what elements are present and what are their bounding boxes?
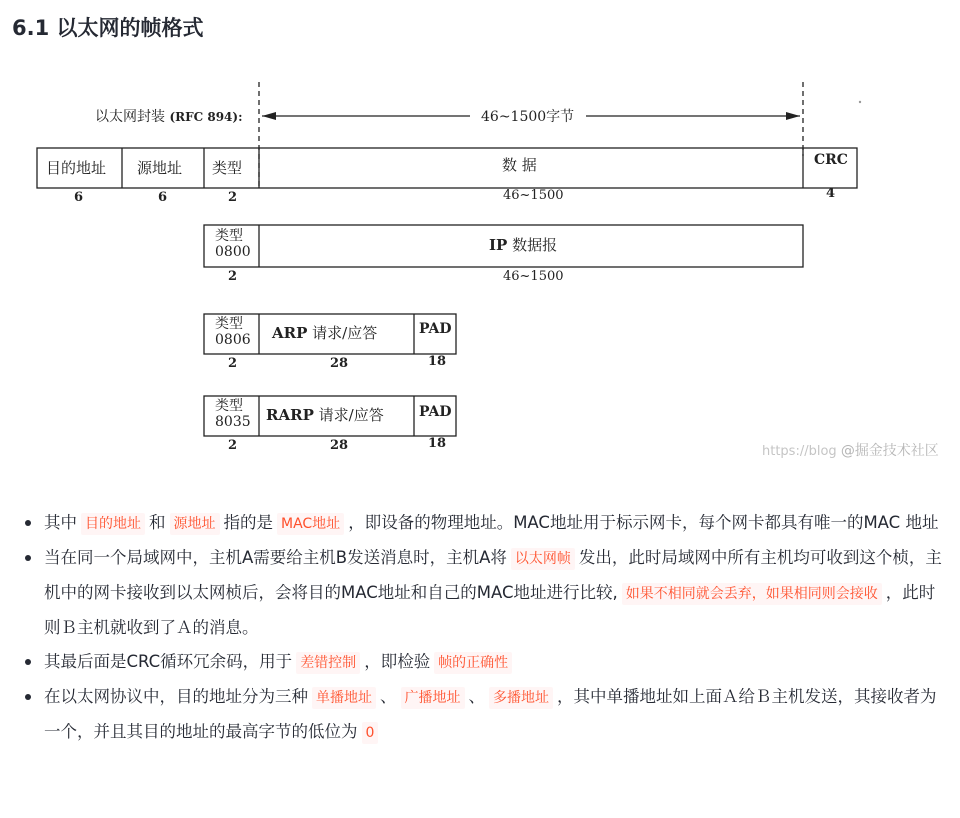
text: 、 (468, 687, 485, 706)
crc-size: 4 (826, 186, 836, 201)
arp-type-label (215, 316, 251, 348)
list-item (20, 506, 945, 541)
rarp-type-code: 8035 (215, 414, 251, 430)
text: 其中 (44, 513, 77, 532)
data-range-label: 46~1500字节 (481, 109, 575, 125)
list-item (20, 645, 945, 680)
type-size: 2 (228, 190, 238, 205)
highlight-code: 多播地址 (489, 687, 553, 709)
rarp-req-size: 28 (330, 438, 349, 453)
arrow-head-left (262, 112, 276, 120)
rarp-req-label (266, 404, 384, 425)
text: 当在同一个局域网中，主机A需要给主机B发送消息时，主机A将 (44, 548, 507, 567)
page-title: 6.1 以太网的帧格式 (12, 16, 204, 40)
ip-type-label (215, 228, 251, 260)
arp-req-label (272, 322, 377, 343)
highlight-code: 如果不相同就会丢弃，如果相同则会接收 (622, 583, 882, 605)
ip-data-text: 数据报 (512, 236, 558, 254)
arp-req-text: 请求/应答 (312, 324, 378, 342)
list-item (20, 541, 945, 645)
ip-type-size: 2 (228, 269, 238, 284)
rarp-type-text: 类型 (215, 398, 243, 414)
type-field: 类型 (212, 159, 243, 177)
text: 指的是 (223, 513, 273, 532)
arp-pad-label: PAD (419, 321, 452, 337)
text: 、 (380, 687, 397, 706)
rarp-req-text: 请求/应答 (318, 406, 384, 424)
list-item (20, 680, 945, 750)
ip-data-size: 46~1500 (503, 269, 564, 284)
text: ，即检验 (364, 652, 431, 671)
text: ，即设备的物理地址。MAC地址用于标示网卡，每个网卡都具有唯一的MAC 地址 (348, 513, 939, 532)
src-size: 6 (158, 190, 168, 205)
watermark-text: @掘金技术社区 (840, 443, 939, 459)
highlight-code: 单播地址 (312, 687, 376, 709)
watermark-url: https://blog (762, 444, 837, 459)
bullet-list (20, 506, 945, 750)
dst-field: 目的地址 (46, 159, 107, 177)
dst-size: 6 (74, 190, 84, 205)
arp-pad-size: 18 (428, 354, 447, 369)
encap-ref: (RFC 894): (169, 110, 243, 124)
highlight-code: 源地址 (170, 513, 220, 535)
watermark (762, 440, 939, 460)
arp-type-code: 0806 (215, 332, 251, 348)
encap-label-text: 以太网封装 (95, 109, 165, 125)
rarp-type-size: 2 (228, 438, 238, 453)
rarp-type-label (215, 398, 251, 430)
text: ，此时则Ｂ主机就收到了Ａ的消息。 (44, 583, 936, 637)
ip-prefix: IP (489, 236, 508, 254)
text: 发出，此时局域网中所有主机均可收到这个桢，主机中的网卡接收到以太网桢后，会将目的MAC地址和自己的MAC地址进行比较, (44, 548, 942, 602)
ip-type-code: 0800 (215, 244, 251, 260)
rarp-prefix: RARP (266, 406, 314, 424)
text: 其最后面是CRC循环冗余码，用于 (44, 652, 293, 671)
ip-type-text: 类型 (215, 228, 243, 244)
data-field: 数 据 (502, 156, 537, 174)
highlight-code: 广播地址 (401, 687, 465, 709)
crc-field: CRC (814, 152, 848, 168)
highlight-code: 差错控制 (296, 652, 360, 674)
ethernet-frame-diagram (0, 68, 960, 478)
arp-type-text: 类型 (215, 316, 243, 332)
encap-label (95, 106, 243, 126)
highlight-code: 以太网帧 (511, 548, 575, 570)
src-field: 源地址 (137, 159, 183, 177)
highlight-code: 帧的正确性 (434, 652, 512, 674)
highlight-code: 目的地址 (81, 513, 145, 535)
diagram-lines (0, 68, 960, 478)
arp-prefix: ARP (272, 324, 308, 342)
rarp-pad-size: 18 (428, 436, 447, 451)
text: ，其中单播地址如上面Ａ给Ｂ主机发送，其接收者为一个，并且其目的地址的最高字节的低位为 (44, 687, 937, 741)
ip-data-label (489, 234, 557, 255)
highlight-code: MAC地址 (277, 513, 344, 535)
data-size: 46~1500 (503, 188, 564, 203)
rarp-pad-label: PAD (419, 404, 452, 420)
arp-req-size: 28 (330, 356, 349, 371)
highlight-code: 0 (362, 722, 379, 744)
arp-type-size: 2 (228, 356, 238, 371)
arrow-head-right (786, 112, 800, 120)
text: 在以太网协议中，目的地址分为三种 (44, 687, 308, 706)
text: 和 (149, 513, 166, 532)
